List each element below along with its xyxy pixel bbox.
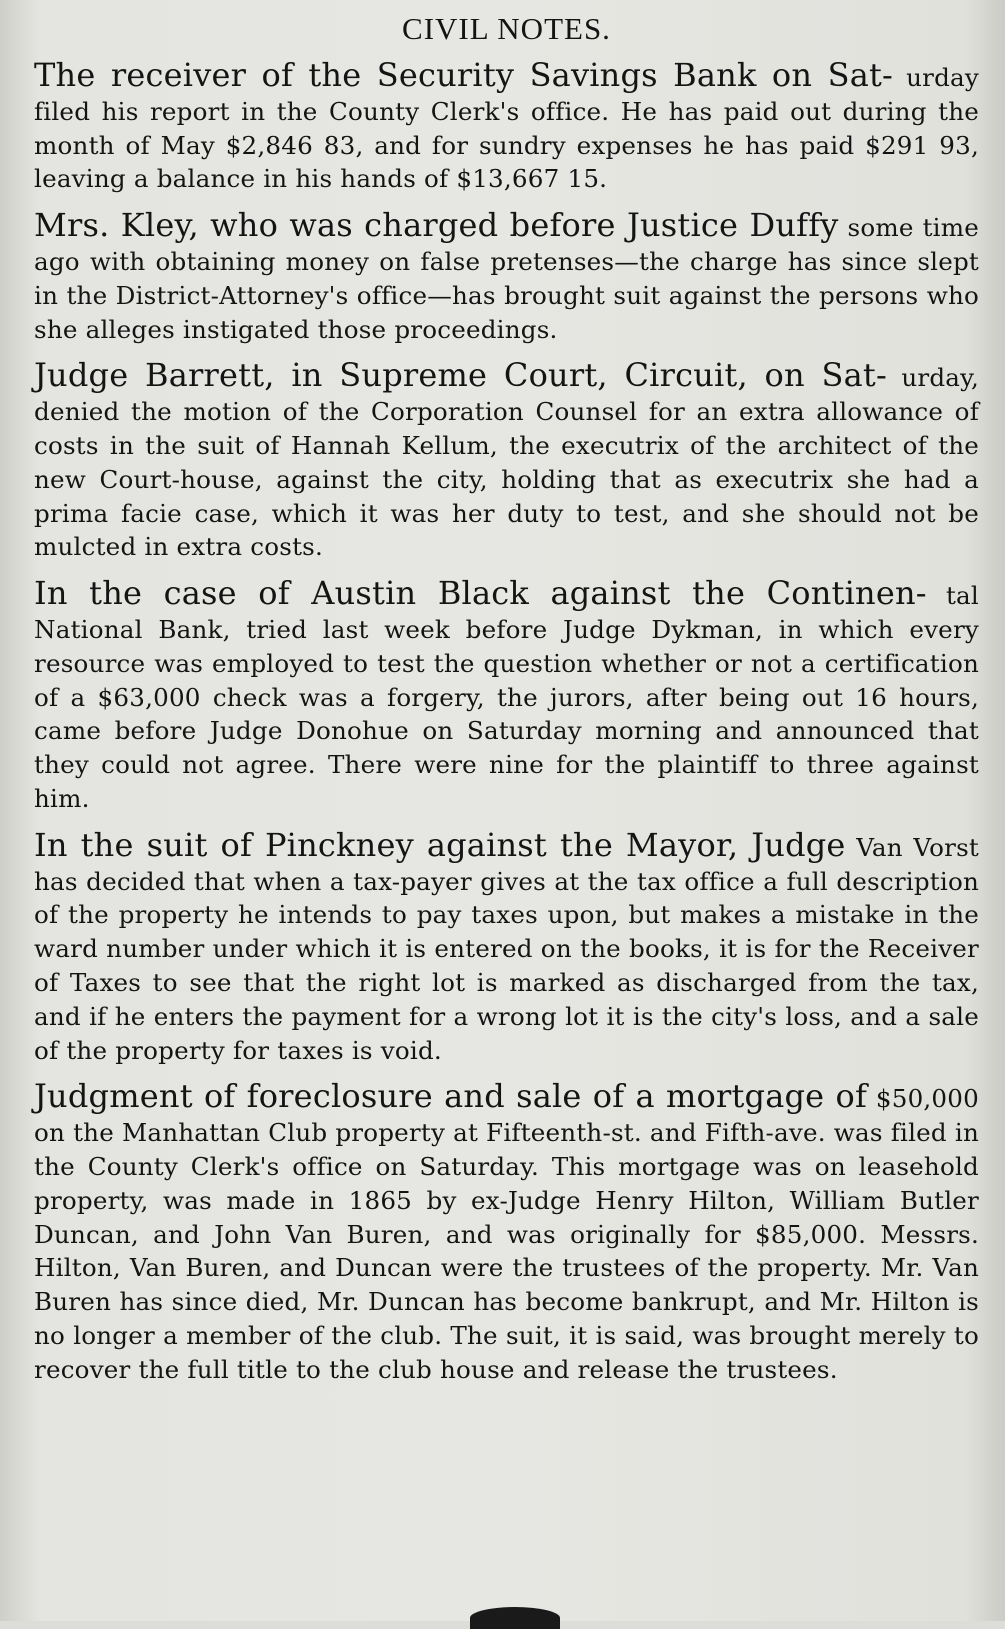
article-security-savings-bank bbox=[34, 56, 979, 196]
article-mrs-kley bbox=[34, 206, 979, 346]
column-heading: CIVIL NOTES. bbox=[402, 11, 611, 46]
article-body: some time ago with obtaining money on false pretenses—the charge has since slept in the District-Attorney's office—has brought suit against the persons who she alleges instigated those proceedings. bbox=[34, 213, 979, 344]
article-lead: The receiver of the Security Savings Bank on Sat- bbox=[34, 56, 894, 94]
page-edge-mark bbox=[470, 1607, 560, 1629]
article-body: Van Vorst has decided that when a tax-payer gives at the tax office a full description of the property he intends to pay taxes upon, but makes a mistake in the ward number under which it is entered on the books, it is for the Receiver of Taxes to see that the right lot is marked as discharged from the tax, and if he enters the payment for a wrong lot it is the city's loss, and a sale of the property for taxes is void. bbox=[34, 832, 979, 1065]
article-lead: In the case of Austin Black against the Continen- bbox=[34, 574, 927, 613]
article-body: tal National Bank, tried last week before Judge Dykman, in which every resource was employed to test the question whether or not a certification of a $63,000 check was a forgery, the jurors, after being out 16 hours, came before Judge Donohue on Saturday morning and announced that they could not agree. There were nine for the plaintiff to three against him. bbox=[34, 581, 979, 813]
article-lead: In the suit of Pinckney against the Mayor, Judge bbox=[34, 825, 846, 864]
article-austin-black bbox=[34, 574, 979, 816]
article-judge-barrett bbox=[34, 356, 979, 564]
article-manhattan-club bbox=[34, 1077, 979, 1386]
article-body: $50,000 on the Manhattan Club property at Fifteenth-st. and Fifth-ave. was filed in the County Clerk's office on Saturday. This mortgage was on leasehold property, was made in 1865 by ex-Judge Henry Hilton, William Butler Duncan, and John Van Buren, and was originally for $85,000. Messrs. Hilton, Van Buren, and Duncan were the trustees of the property. Mr. Van Buren has since died, Mr. Duncan has become bankrupt, and Mr. Hilton is no longer a member of the club. The suit, it is said, was brought merely to recover the full title to the club house and release the trustees. bbox=[34, 1084, 979, 1384]
article-lead: Mrs. Kley, who was charged before Justice Duffy bbox=[34, 206, 839, 245]
article-lead: Judge Barrett, in Supreme Court, Circuit, on Sat- bbox=[34, 356, 887, 395]
article-lead: Judgment of foreclosure and sale of a mortgage of bbox=[34, 1077, 868, 1116]
article-body: urday, denied the motion of the Corporation Counsel for an extra allowance of costs in the suit of Hannah Kellum, the executrix of the architect of the new Court-house, against the city, holding that as executrix she had a prima facie case, which it was her duty to test, and she should not be mulcted in extra costs. bbox=[34, 363, 979, 562]
article-pinckney bbox=[34, 826, 979, 1068]
article-body: urday filed his report in the County Clerk's office. He has paid out during the month of May $2,846 83, and for sundry expenses he has paid $291 93, leaving a balance in his hands of $13,667 15. bbox=[34, 63, 979, 194]
